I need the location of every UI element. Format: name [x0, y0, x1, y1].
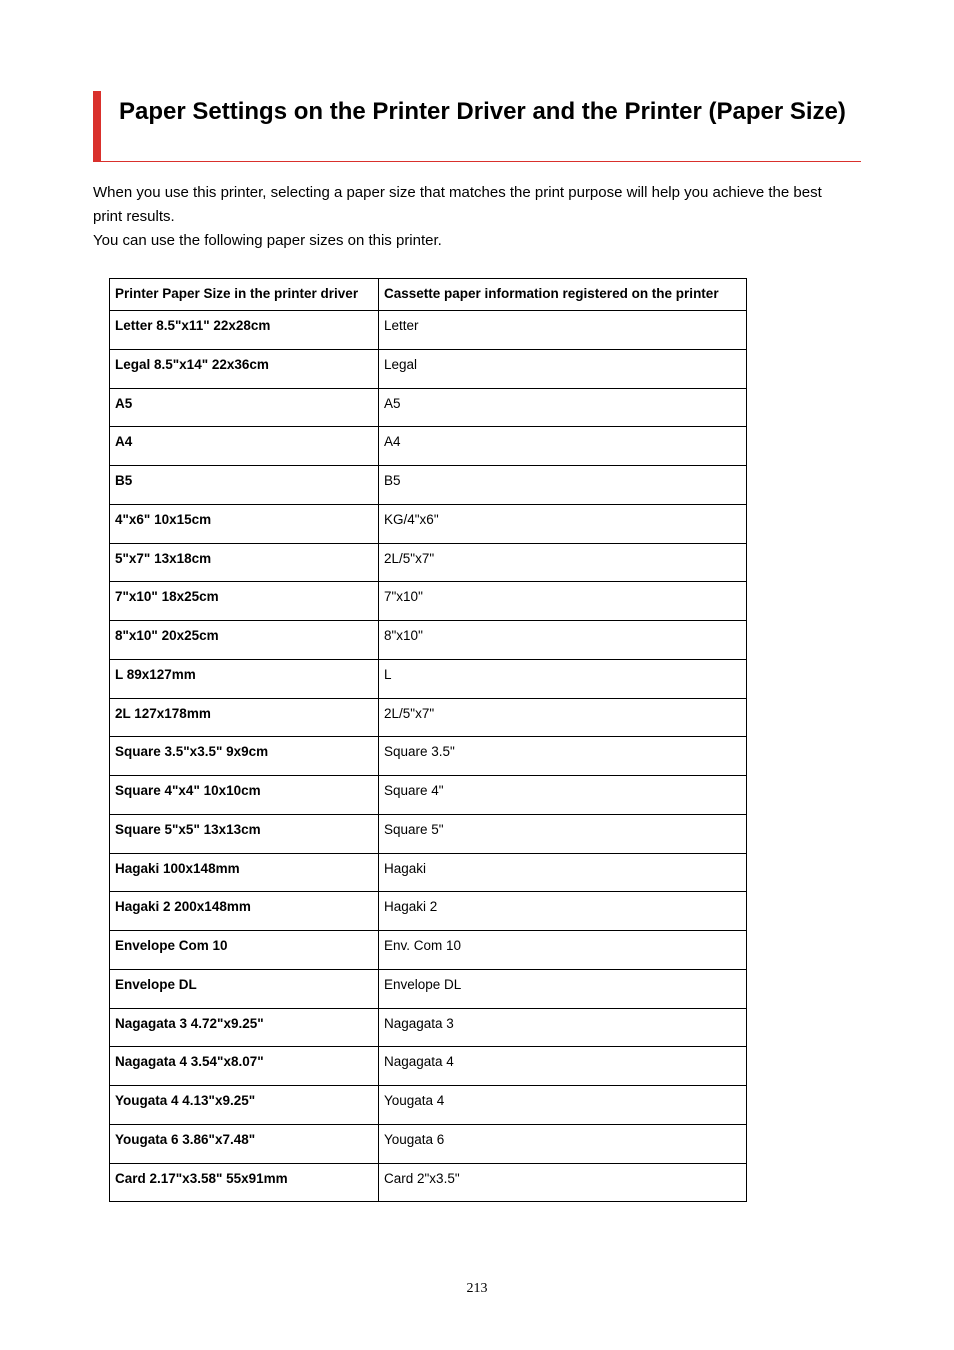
intro-paragraph-1: When you use this printer, selecting a paper size that matches the print purpose will help you achieve the best print results.	[93, 184, 822, 225]
page-title: Paper Settings on the Printer Driver and the Printer (Paper Size)	[119, 98, 846, 125]
driver-paper-size-cell: Letter 8.5"x11" 22x28cm	[110, 311, 379, 350]
table-row	[110, 776, 747, 815]
cassette-paper-info-cell: Env. Com 10	[379, 931, 747, 970]
cassette-paper-info-cell: Nagagata 3	[379, 1008, 747, 1047]
page-title-block	[93, 91, 861, 162]
driver-paper-size-cell: Hagaki 100x148mm	[110, 853, 379, 892]
cassette-paper-info-cell: A5	[379, 388, 747, 427]
driver-paper-size-cell: 8"x10" 20x25cm	[110, 621, 379, 660]
cassette-paper-info-cell: Square 5"	[379, 814, 747, 853]
intro-paragraph-2: You can use the following paper sizes on this printer.	[93, 232, 442, 249]
driver-paper-size-cell: A4	[110, 427, 379, 466]
header-driver-paper-size: Printer Paper Size in the printer driver	[110, 279, 379, 311]
cassette-paper-info-cell: Letter	[379, 311, 747, 350]
driver-paper-size-cell: 5"x7" 13x18cm	[110, 543, 379, 582]
page-number: 213	[466, 1281, 488, 1296]
driver-paper-size-cell: Yougata 4 4.13"x9.25"	[110, 1086, 379, 1125]
driver-paper-size-cell: Yougata 6 3.86"x7.48"	[110, 1124, 379, 1163]
table-row	[110, 1163, 747, 1202]
table-row	[110, 1008, 747, 1047]
table-row	[110, 349, 747, 388]
header-cassette-paper-info: Cassette paper information registered on the printer	[379, 279, 747, 311]
driver-paper-size-cell: Hagaki 2 200x148mm	[110, 892, 379, 931]
driver-paper-size-cell: B5	[110, 466, 379, 505]
cassette-paper-info-cell: B5	[379, 466, 747, 505]
table-row	[110, 427, 747, 466]
table-row	[110, 582, 747, 621]
cassette-paper-info-cell: 2L/5"x7"	[379, 698, 747, 737]
cassette-paper-info-cell: L	[379, 659, 747, 698]
table-row	[110, 892, 747, 931]
table-row	[110, 504, 747, 543]
driver-paper-size-cell: 2L 127x178mm	[110, 698, 379, 737]
table-body	[110, 311, 747, 1202]
table-row	[110, 814, 747, 853]
cassette-paper-info-cell: Legal	[379, 349, 747, 388]
driver-paper-size-cell: Envelope DL	[110, 969, 379, 1008]
driver-paper-size-cell: A5	[110, 388, 379, 427]
table-row	[110, 659, 747, 698]
cassette-paper-info-cell: 8"x10"	[379, 621, 747, 660]
table-row	[110, 543, 747, 582]
cassette-paper-info-cell: A4	[379, 427, 747, 466]
paper-size-table	[109, 278, 747, 1202]
table-row	[110, 311, 747, 350]
cassette-paper-info-cell: Square 3.5"	[379, 737, 747, 776]
cassette-paper-info-cell: Hagaki 2	[379, 892, 747, 931]
cassette-paper-info-cell: Hagaki	[379, 853, 747, 892]
table-row	[110, 1047, 747, 1086]
driver-paper-size-cell: L 89x127mm	[110, 659, 379, 698]
table-row	[110, 698, 747, 737]
cassette-paper-info-cell: Envelope DL	[379, 969, 747, 1008]
driver-paper-size-cell: Nagagata 3 4.72"x9.25"	[110, 1008, 379, 1047]
title-accent-bar	[93, 91, 101, 162]
driver-paper-size-cell: Legal 8.5"x14" 22x36cm	[110, 349, 379, 388]
cassette-paper-info-cell: Yougata 6	[379, 1124, 747, 1163]
table-row	[110, 931, 747, 970]
driver-paper-size-cell: Square 3.5"x3.5" 9x9cm	[110, 737, 379, 776]
driver-paper-size-cell: 4"x6" 10x15cm	[110, 504, 379, 543]
table-row	[110, 1124, 747, 1163]
cassette-paper-info-cell: 7"x10"	[379, 582, 747, 621]
table-row	[110, 1086, 747, 1125]
table-row	[110, 466, 747, 505]
driver-paper-size-cell: Envelope Com 10	[110, 931, 379, 970]
table-header-row	[110, 279, 747, 311]
cassette-paper-info-cell: Yougata 4	[379, 1086, 747, 1125]
driver-paper-size-cell: Square 4"x4" 10x10cm	[110, 776, 379, 815]
table-row	[110, 737, 747, 776]
driver-paper-size-cell: Card 2.17"x3.58" 55x91mm	[110, 1163, 379, 1202]
driver-paper-size-cell: Nagagata 4 3.54"x8.07"	[110, 1047, 379, 1086]
table-row	[110, 388, 747, 427]
cassette-paper-info-cell: KG/4"x6"	[379, 504, 747, 543]
cassette-paper-info-cell: Square 4"	[379, 776, 747, 815]
driver-paper-size-cell: 7"x10" 18x25cm	[110, 582, 379, 621]
driver-paper-size-cell: Square 5"x5" 13x13cm	[110, 814, 379, 853]
table-row	[110, 969, 747, 1008]
table-row	[110, 853, 747, 892]
cassette-paper-info-cell: Card 2"x3.5"	[379, 1163, 747, 1202]
cassette-paper-info-cell: Nagagata 4	[379, 1047, 747, 1086]
table-row	[110, 621, 747, 660]
cassette-paper-info-cell: 2L/5"x7"	[379, 543, 747, 582]
intro-text	[93, 181, 853, 253]
